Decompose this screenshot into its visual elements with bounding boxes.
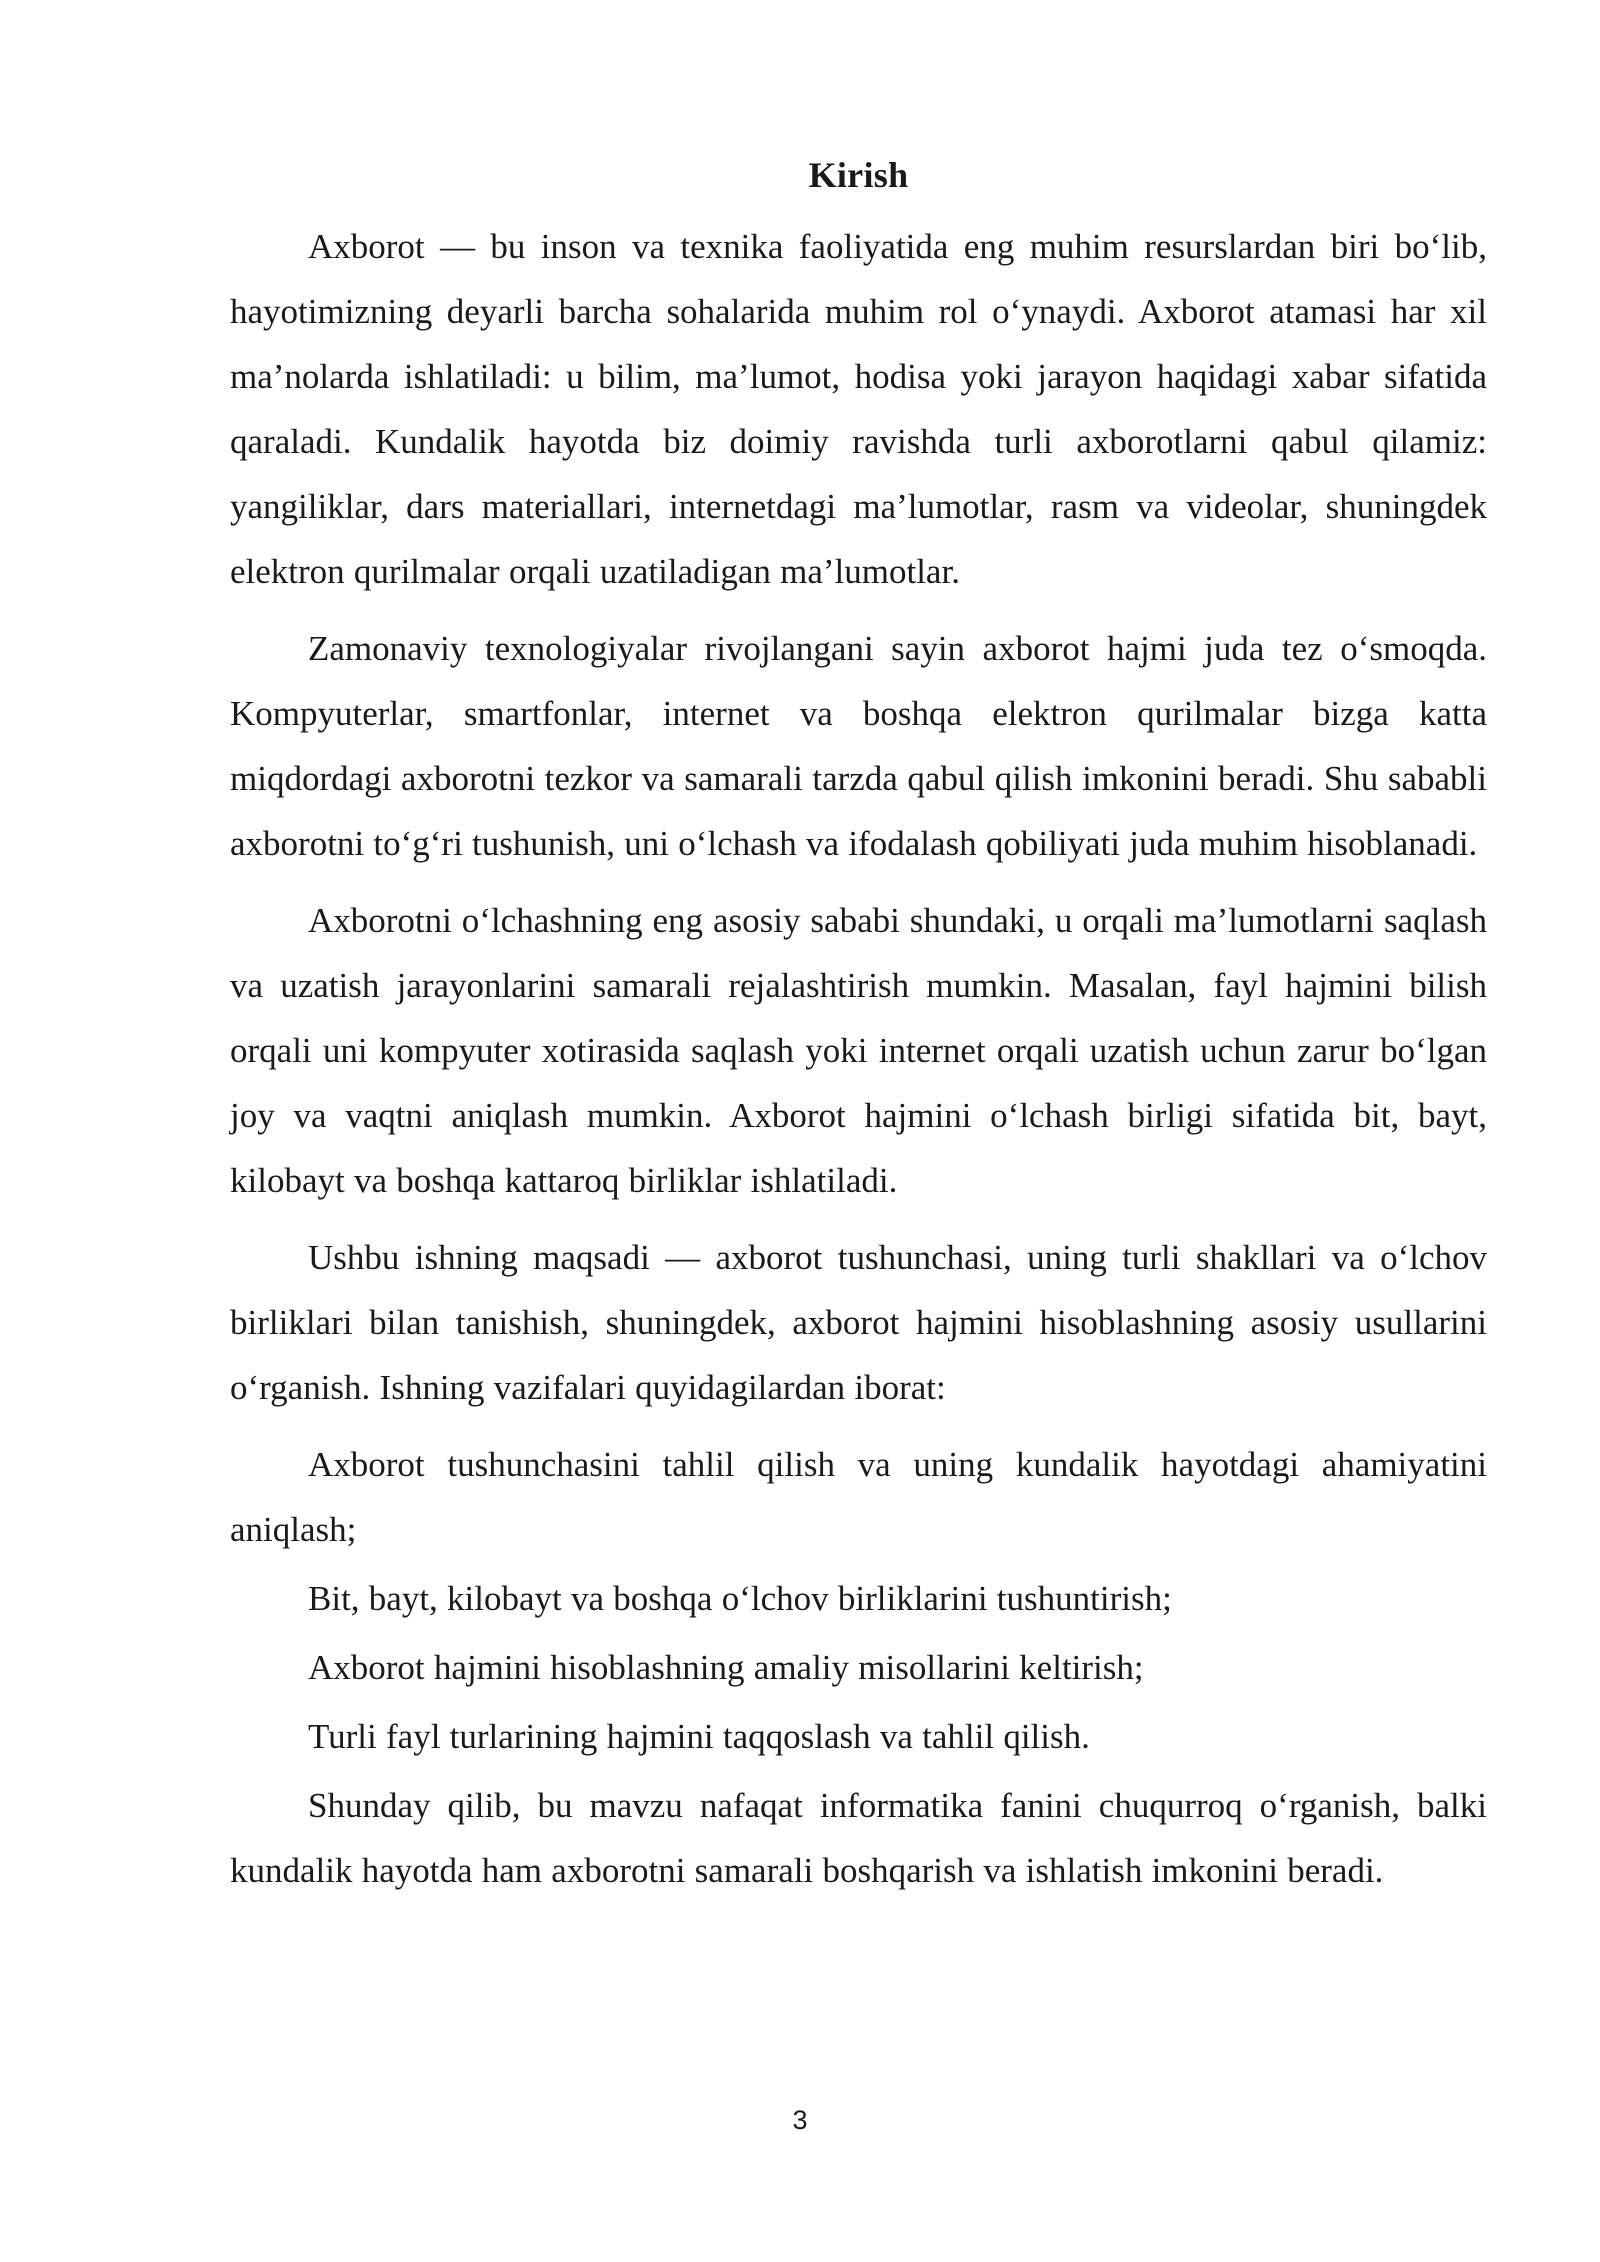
paragraph-measurement: Axborotni o‘lchashning eng asosiy sababi shundaki, u orqali ma’lumotlarni saqlash va uzatish jarayonlarini samarali rejalashtirish mumkin. Masalan, fayl hajmini bilish orqali uni kompyuter xotirasida saqlash yoki internet orqali uzatish uchun zarur bo‘lgan joy va vaqtni aniqlash mumkin. Axborot hajmini o‘lchash birligi sifatida bit, bayt, kilobayt va boshqa kattaroq birliklar ishlatiladi. — [230, 901, 1487, 1200]
paragraph-technology: Zamonaviy texnologiyalar rivojlangani sayin axborot hajmi juda tez o‘smoqda. Kompyuterlar, smartfonlar, internet va boshqa elektron qurilmalar bizga katta miqdordagi axborotni tezkor va samarali tarzda qabul qilish imkonini beradi. Shu sababli axborotni to‘g‘ri tushunish, uni o‘lchash va ifodalash qobiliyati juda muhim hisoblanadi. — [230, 629, 1487, 863]
paragraph-goal: Ushbu ishning maqsadi — axborot tushunchasi, uning turli shakllari va o‘lchov birliklari bilan tanishish, shuningdek, axborot hajmini hisoblashning asosiy usullarini o‘rganish. Ishning vazifalari quyidagilardan iborat: — [230, 1238, 1487, 1407]
paragraph-intro: Axborot — bu inson va texnika faoliyatida eng muhim resurslardan biri bo‘lib, hayotimizning deyarli barcha sohalarida muhim rol o‘ynaydi. Axborot atamasi har xil ma’nolarda ishlatiladi: u bilim, ma’lumot, hodisa yoki jarayon haqidagi xabar sifatida qaraladi. Kundalik hayotda biz doimiy ravishda turli axborotlarni qabul qilamiz: yangiliklar, dars materiallari, internetdagi ma’lumotlar, rasm va videolar, shuningdek elektron qurilmalar orqali uzatiladigan ma’lumotlar. — [230, 227, 1487, 591]
section-title: Kirish — [808, 155, 909, 195]
task-item: Bit, bayt, kilobayt va boshqa o‘lchov birliklarini tushuntirish; — [308, 1579, 1172, 1618]
task-item: Turli fayl turlarining hajmini taqqoslash va tahlil qilish. — [308, 1717, 1090, 1756]
document-page — [230, 150, 1487, 1915]
paragraph-conclusion: Shunday qilib, bu mavzu nafaqat informatika fanini chuqurroq o‘rganish, balki kundalik hayotda ham axborotni samarali boshqarish va ishlatish imkonini beradi. — [230, 1786, 1487, 1890]
task-item: Axborot tushunchasini tahlil qilish va uning kundalik hayotdagi ahamiyatini aniqlash; — [230, 1445, 1487, 1549]
page-number: 3 — [792, 2105, 808, 2135]
task-item: Axborot hajmini hisoblashning amaliy misollarini keltirish; — [308, 1648, 1144, 1687]
